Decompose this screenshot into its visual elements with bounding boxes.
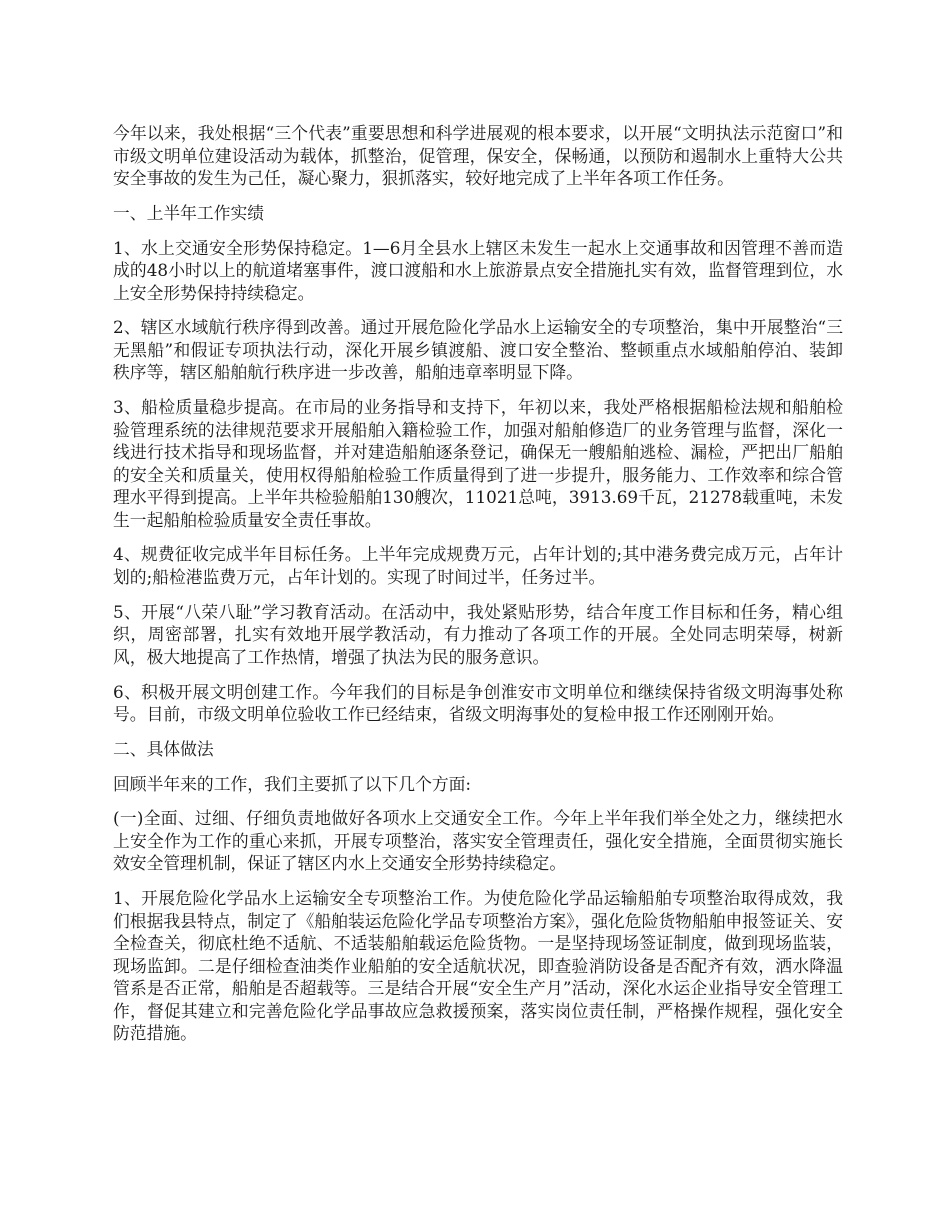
- achievement-item-2: 2、辖区水域航行秩序得到改善。通过开展危险化学品水上运输安全的专项整治，集中开展整治“三无黑船”和假证专项执法行动，深化开展乡镇渡船、渡口安全整治、整顿重点水域船舶停泊、装卸秩序等，辖区船舶航行秩序进一步改善，船舶违章率明显下降。: [113, 317, 843, 383]
- achievement-item-4: 4、规费征收完成半年目标任务。上半年完成规费万元，占年计划的;其中港务费完成万元，占年计划的;船检港监费万元，占年计划的。实现了时间过半，任务过半。: [113, 544, 843, 587]
- methods-subsection-1: (一)全面、过细、仔细负责地做好各项水上交通安全工作。今年上半年我们举全处之力，继续把水上安全作为工作的重心来抓，开展专项整治，落实安全管理责任，强化安全措施，全面贯彻实施长效安全管理机制，保证了辖区内水上交通安全形势持续稳定。: [113, 808, 843, 874]
- achievement-item-1: 1、水上交通安全形势保持稳定。1—6月全县水上辖区未发生一起水上交通事故和因管理不善而造成的48小时以上的航道堵塞事件，渡口渡船和水上旅游景点安全措施扎实有效，监督管理到位，水上安全形势保持持续稳定。: [113, 237, 843, 303]
- methods-intro-paragraph: 回顾半年来的工作，我们主要抓了以下几个方面:: [113, 773, 472, 794]
- section-heading-methods: 二、具体做法: [113, 738, 214, 759]
- document-body: [113, 122, 843, 1057]
- achievement-item-5: 5、开展“八荣八耻”学习教育活动。在活动中，我处紧贴形势，结合年度工作目标和任务，精心组织，周密部署，扎实有效地开展学教活动，有力推动了各项工作的开展。全处同志明荣辱，树新风，极大地提高了工作热情，增强了执法为民的服务意识。: [113, 601, 843, 667]
- methods-item-1: 1、开展危险化学品水上运输安全专项整治工作。为使危险化学品运输船舶专项整治取得成效，我们根据我县特点，制定了《船舶装运危险化学品专项整治方案》，强化危险货物船舶申报签证关、安全检查关，彻底杜绝不适航、不适装船舶载运危险货物。一是坚持现场签证制度，做到现场监装，现场监卸。二是仔细检查油类作业船舶的安全适航状况，即查验消防设备是否配齐有效，洒水降温管系是否正常，船舶是否超载等。三是结合开展“安全生产月”活动，深化水运企业指导安全管理工作，督促其建立和完善危险化学品事故应急救援预案，落实岗位责任制，严格操作规程，强化安全防范措施。: [113, 888, 843, 1044]
- achievement-item-3: 3、船检质量稳步提高。在市局的业务指导和支持下，年初以来，我处严格根据船检法规和船舶检验管理系统的法律规范要求开展船舶入籍检验工作，加强对船舶修造厂的业务管理与监督，深化一线进行技术指导和现场监督，并对建造船舶逐条登记，确保无一艘船舶逃检、漏检，严把出厂船舶的安全关和质量关，使用权得船舶检验工作质量得到了进一步提升，服务能力、工作效率和综合管理水平得到提高。上半年共检验船舶130艘次，11021总吨，3913.69千瓦，21278载重吨，未发生一起船舶检验质量安全责任事故。: [113, 397, 843, 530]
- achievement-item-6: 6、积极开展文明创建工作。今年我们的目标是争创淮安市文明单位和继续保持省级文明海事处称号。目前，市级文明单位验收工作已经结束，省级文明海事处的复检申报工作还刚刚开始。: [113, 681, 843, 725]
- section-heading-achievements: 一、上半年工作实绩: [113, 202, 265, 223]
- intro-paragraph: 今年以来，我处根据“三个代表”重要思想和科学进展观的根本要求，以开展“文明执法示范窗口”和市级文明单位建设活动为载体，抓整治，促管理，保安全，保畅通，以预防和遏制水上重特大公共安全事故的发生为己任，凝心聚力，狠抓落实，较好地完成了上半年各项工作任务。: [113, 123, 843, 188]
